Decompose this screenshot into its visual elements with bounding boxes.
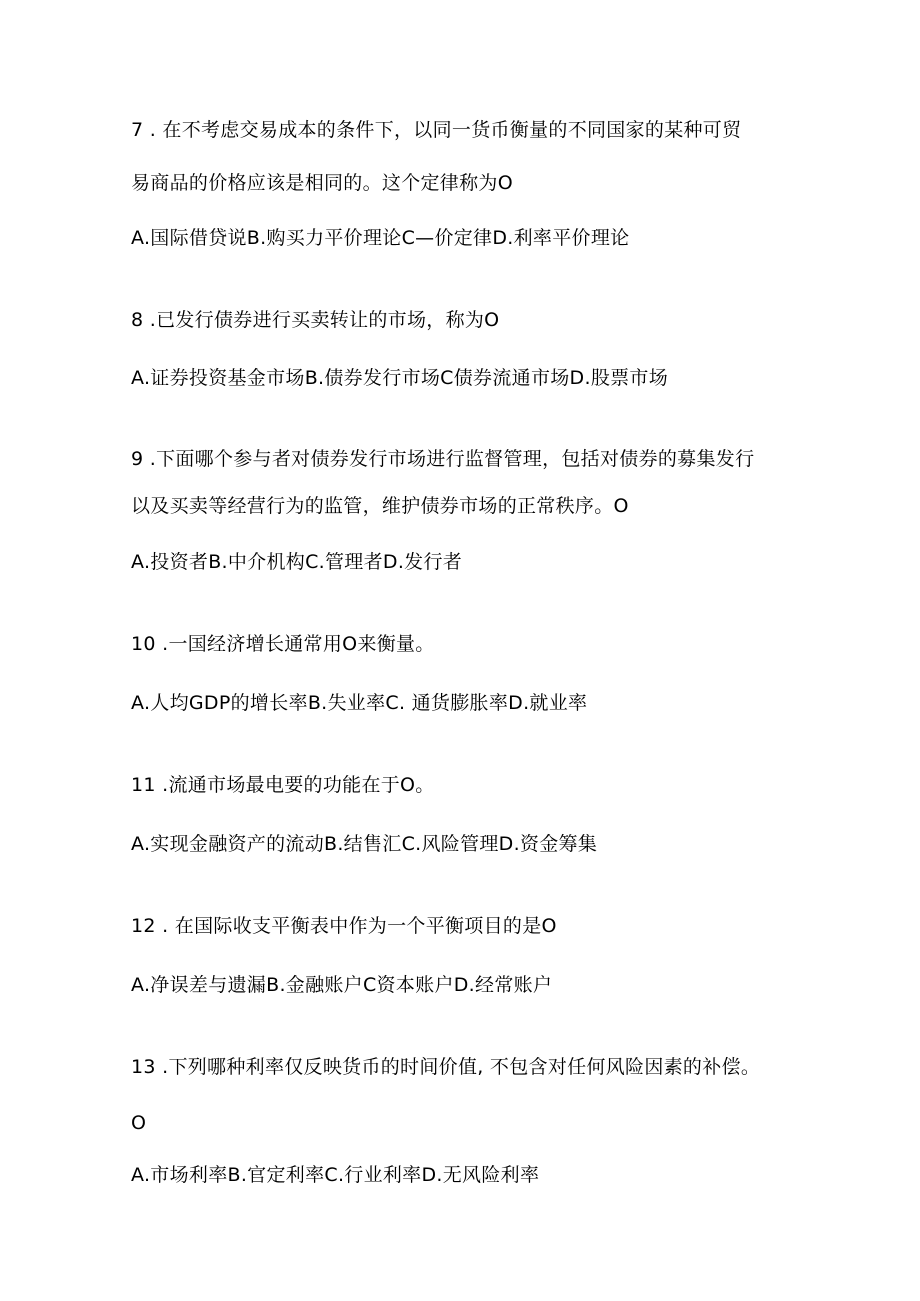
- question-13-line-2: O: [131, 1112, 147, 1134]
- question-9-line-2: 以及买卖等经营行为的监管，维护债券市场的正常秩序。O: [131, 495, 629, 517]
- question-7-line-1: 7 . 在不考虑交易成本的条件下，以同一货币衡量的不同国家的某种可贸: [131, 119, 742, 141]
- question-9-line-1: 9 .下面哪个参与者对债券发行市场进行监督管理，包括对债券的募集发行: [131, 448, 755, 470]
- question-10-line-1: 10 .一国经济增长通常用O来衡量。: [131, 633, 435, 655]
- question-11-options: A.实现金融资产的流动B.结售汇C.风险管理D.资金筹集: [131, 833, 598, 855]
- question-13-options: A.市场利率B.官定利率C.行业利率D.无风险利率: [131, 1164, 540, 1186]
- question-7-line-2: 易商品的价格应该是相同的。这个定律称为O: [131, 172, 513, 194]
- question-12-line-1: 12 . 在国际收支平衡表中作为一个平衡项目的是O: [131, 915, 557, 937]
- question-7-options: A.国际借贷说B.购买力平价理论C—价定律D.利率平价理论: [131, 227, 630, 249]
- question-13-line-1: 13 .下列哪种利率仅反映货币的时间价值, 不包含对任何风险因素的补偿。: [131, 1056, 761, 1078]
- question-12-options: A.净误差与遗漏B.金融账户C资本账户D.经常账户: [131, 974, 553, 996]
- question-10-options: A.人均GDP的增长率B.失业率C. 通货膨胀率D.就业率: [131, 692, 588, 714]
- question-11-line-1: 11 .流通市场最电要的功能在于O。: [131, 774, 435, 796]
- question-8-options: A.证券投资基金市场B.债券发行市场C债券流通市场D.股票市场: [131, 367, 669, 389]
- question-8-line-1: 8 .已发行债券进行买卖转让的市场，称为O: [131, 309, 500, 331]
- question-9-options: A.投资者B.中介机构C.管理者D.发行者: [131, 551, 463, 573]
